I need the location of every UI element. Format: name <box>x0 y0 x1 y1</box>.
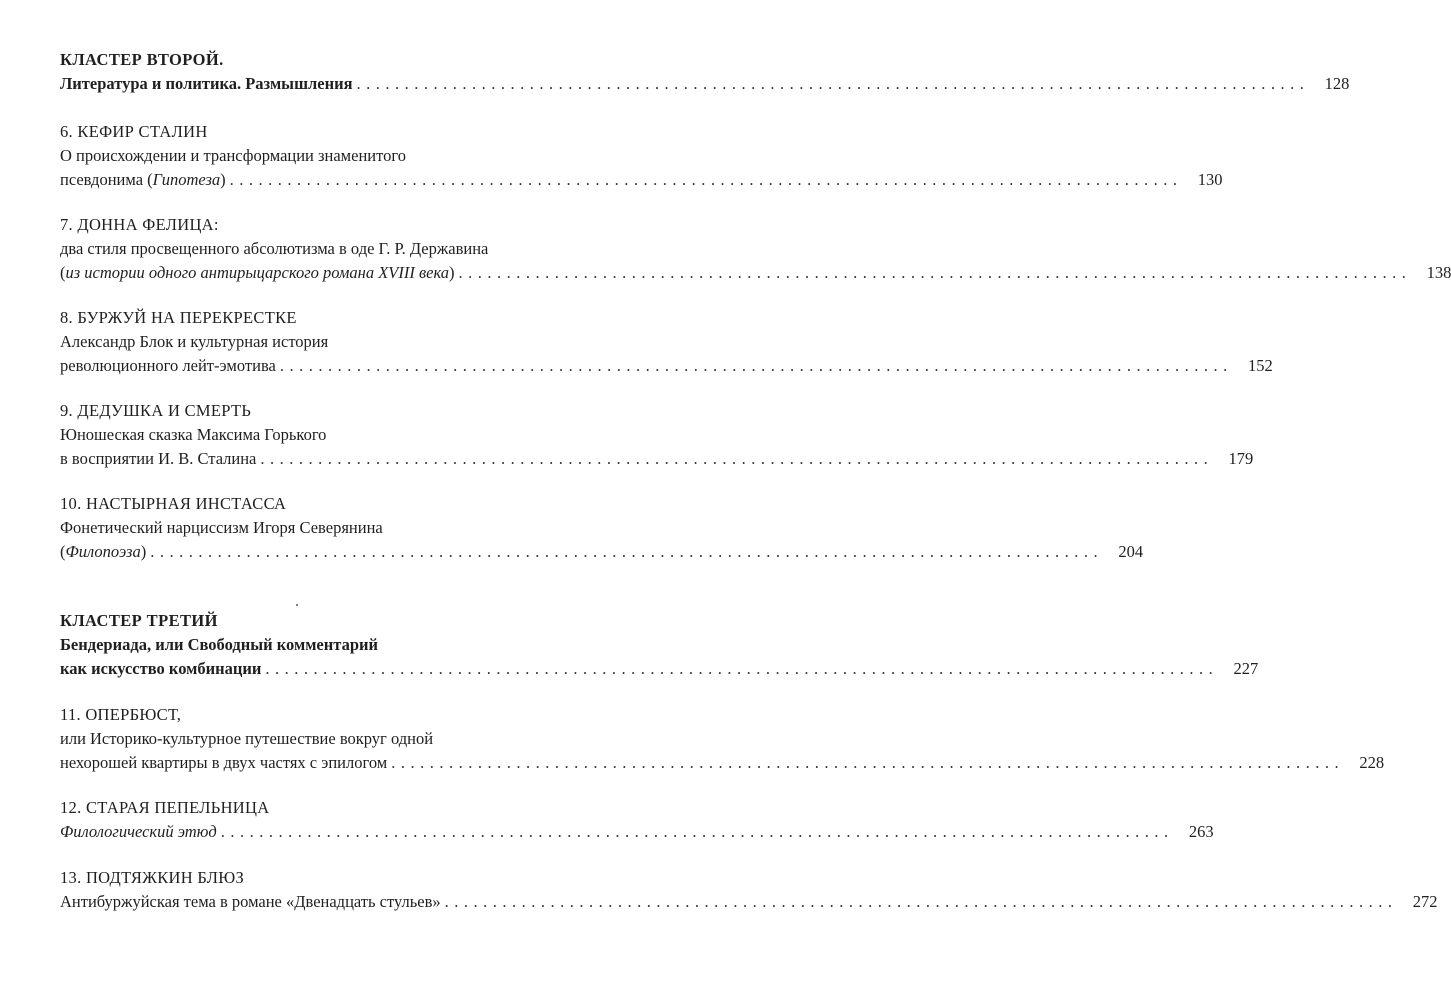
dot-leader: ................................................................................................... <box>458 263 1412 282</box>
toc-line <box>60 820 1214 844</box>
entry-subtitle-end: революционного лейт-эмотива <box>60 356 276 375</box>
cluster-heading: КЛАСТЕР ТРЕТИЙ <box>60 611 218 630</box>
toc-line <box>60 751 1385 775</box>
dot-leader: ................................................................................................... <box>260 449 1214 468</box>
toc-entry-11 <box>60 703 1385 775</box>
cluster-title-end: как искусство комбинации <box>60 659 262 678</box>
toc-entry-13 <box>60 866 1438 914</box>
toc-cluster-2 <box>60 48 1350 96</box>
dot-leader: ................................................................................................... <box>356 74 1310 93</box>
page-number: 128 <box>1324 74 1350 93</box>
toc-cluster-3 <box>60 609 1259 681</box>
entry-subtitle: О происхождении и трансформации знаменитого <box>60 146 406 165</box>
page-number: 138 <box>1426 263 1451 282</box>
entry-heading: 7. ДОННА ФЕЛИЦА: <box>60 215 219 234</box>
print-speck <box>296 604 298 606</box>
toc-line <box>60 72 1350 96</box>
toc-line <box>60 540 1144 564</box>
page-number: 263 <box>1188 822 1214 841</box>
dot-leader: ................................................................................................... <box>220 822 1174 841</box>
entry-heading: 9. ДЕДУШКА И СМЕРТЬ <box>60 401 252 420</box>
dot-leader: ................................................................................................... <box>279 356 1233 375</box>
dot-leader: ................................................................................................... <box>444 892 1398 911</box>
toc-entry-6 <box>60 120 1223 192</box>
entry-subtitle: или Историко-культурное путешествие вокруг одной <box>60 729 434 748</box>
cluster-title: Литература и политика. Размышления <box>60 74 353 93</box>
entry-heading: 8. БУРЖУЙ НА ПЕРЕКРЕСТКЕ <box>60 308 297 327</box>
entry-heading: 12. СТАРАЯ ПЕПЕЛЬНИЦА <box>60 798 270 817</box>
toc-entry-9 <box>60 399 1254 471</box>
entry-heading: 13. ПОДТЯЖКИН БЛЮЗ <box>60 868 245 887</box>
entry-subtitle-end: псевдонима (Гипотеза) <box>60 170 226 189</box>
dot-leader: ................................................................................................... <box>391 753 1345 772</box>
toc-line <box>60 261 1451 285</box>
cluster-heading: КЛАСТЕР ВТОРОЙ. <box>60 50 224 69</box>
page-number: 272 <box>1412 892 1438 911</box>
toc-line <box>60 657 1259 681</box>
toc-entry-7 <box>60 213 1451 285</box>
toc-entry-12 <box>60 796 1214 844</box>
cluster-title: Бендериада, или Свободный комментарий <box>60 635 379 654</box>
entry-subtitle: Юношеская сказка Максима Горького <box>60 425 327 444</box>
entry-subtitle-end: (Филопоэза) <box>60 542 147 561</box>
page-number: 179 <box>1228 449 1254 468</box>
entry-subtitle-end: нехорошей квартиры в двух частях с эпилогом <box>60 753 388 772</box>
toc-line <box>60 354 1273 378</box>
dot-leader: ................................................................................................... <box>229 170 1183 189</box>
page-number: 152 <box>1247 356 1273 375</box>
toc-line <box>60 168 1223 192</box>
toc-entry-10 <box>60 492 1144 564</box>
toc-entry-8 <box>60 306 1273 378</box>
dot-leader: ................................................................................................... <box>265 659 1219 678</box>
entry-subtitle-end: в восприятии И. В. Сталина <box>60 449 257 468</box>
entry-subtitle: Фонетический нарциссизм Игоря Северянина <box>60 518 383 537</box>
entry-subtitle: Филологический этюд <box>60 822 217 841</box>
page-number: 227 <box>1233 659 1259 678</box>
entry-subtitle-end: (из истории одного антирыцарского романа XVIII века) <box>60 263 455 282</box>
page-number: 228 <box>1359 753 1385 772</box>
page-number: 130 <box>1197 170 1223 189</box>
entry-heading: 11. ОПЕРБЮСТ, <box>60 705 182 724</box>
entry-heading: 6. КЕФИР СТАЛИН <box>60 122 208 141</box>
entry-heading: 10. НАСТЫРНАЯ ИНСТАССА <box>60 494 287 513</box>
toc-line <box>60 447 1254 471</box>
entry-subtitle: Александр Блок и культурная история <box>60 332 329 351</box>
page-number: 204 <box>1118 542 1144 561</box>
dot-leader: ................................................................................................... <box>150 542 1104 561</box>
entry-subtitle: Антибуржуйская тема в романе «Двенадцать стульев» <box>60 892 441 911</box>
entry-subtitle: два стиля просвещенного абсолютизма в оде Г. Р. Державина <box>60 239 489 258</box>
toc-line <box>60 890 1438 914</box>
